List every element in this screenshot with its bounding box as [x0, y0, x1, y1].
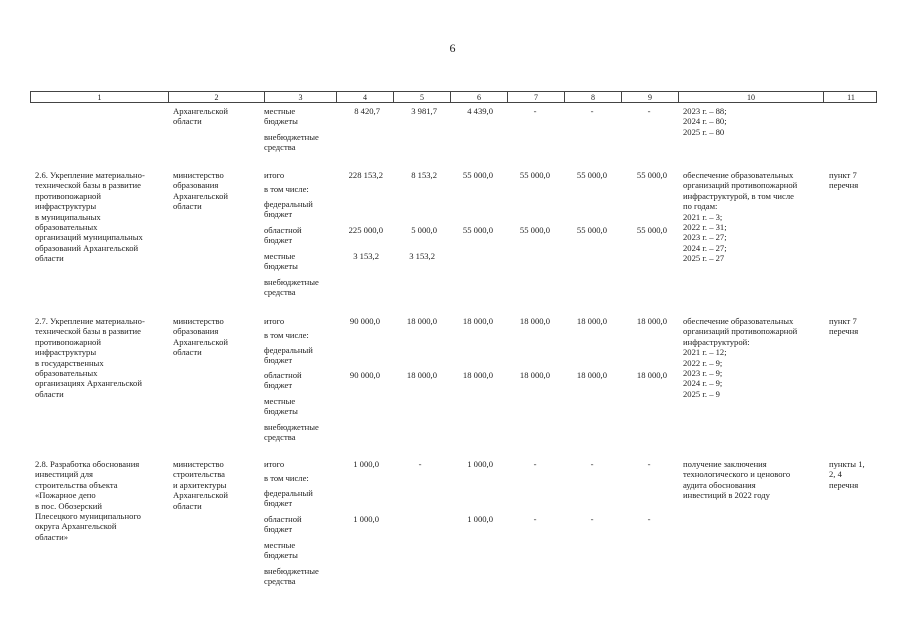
row-2-6-oblast-2025: 55 000,0	[636, 225, 667, 235]
row-2-6-local-all: 3 153,2	[353, 251, 379, 261]
cont-source-local: местные бюджеты	[264, 106, 298, 127]
header-col-4: 4	[363, 93, 367, 102]
row-2-6-local-2021: 3 153,2	[409, 251, 435, 261]
row-2-6-responsible: министерство образования Архангельской области	[173, 170, 228, 212]
cont-source-offbudget: внебюджетные средства	[264, 132, 319, 153]
row-2-7-source-total: итого	[264, 316, 285, 326]
row-2-8-total-2025: -	[647, 459, 651, 469]
header-col-8: 8	[591, 93, 595, 102]
cont-result: 2023 г. – 88; 2024 г. – 80; 2025 г. – 80	[683, 106, 727, 137]
header-col-3: 3	[298, 93, 303, 102]
row-2-7-oblast-2025: 18 000,0	[636, 370, 667, 380]
row-2-8-source-offbudget: внебюджетные средства	[264, 566, 319, 587]
row-2-8-measure: 2.8. Разработка обоснования инвестиций для строительства объекта «Пожарное депо в пос. Обозерский Плесецкого муниципального округа Архангельской области»	[35, 459, 141, 542]
cont-value-2021: 3 981,7	[411, 106, 437, 116]
header-col-10: 10	[747, 93, 755, 102]
row-2-7-total-all: 90 000,0	[349, 316, 380, 326]
row-2-8-oblast-all: 1 000,0	[353, 514, 379, 524]
cont-value-total: 8 420,7	[354, 106, 380, 116]
row-2-8-oblast-2024: -	[590, 514, 594, 524]
row-2-8-reference: пункты 1, 2, 4 перечня	[829, 459, 865, 490]
row-2-6-source-local: местные бюджеты	[264, 251, 298, 272]
row-2-6-oblast-all: 225 000,0	[348, 225, 383, 235]
row-2-7-oblast-2023: 18 000,0	[519, 370, 550, 380]
row-2-7-source-incl: в том числе:	[264, 330, 309, 340]
row-2-7-total-2022: 18 000,0	[462, 316, 493, 326]
row-2-7-oblast-2022: 18 000,0	[462, 370, 493, 380]
header-col-1: 1	[97, 93, 102, 102]
row-2-8-oblast-2022: 1 000,0	[467, 514, 493, 524]
row-2-8-total-2022: 1 000,0	[467, 459, 493, 469]
row-2-6-oblast-2024: 55 000,0	[576, 225, 607, 235]
cont-value-2025: -	[647, 106, 651, 116]
row-2-8-oblast-2023: -	[533, 514, 537, 524]
cont-value-2022: 4 439,0	[467, 106, 493, 116]
row-2-7-oblast-2024: 18 000,0	[576, 370, 607, 380]
row-2-7-total-2023: 18 000,0	[519, 316, 550, 326]
row-2-7-source-offbudget: внебюджетные средства	[264, 422, 319, 443]
row-2-6-source-offbudget: внебюджетные средства	[264, 277, 319, 298]
row-2-7-measure: 2.7. Укрепление материально- технической базы в развитие противопожарной инфраструктуры в государственных образовательных организациях Архангельской области	[35, 316, 145, 399]
row-2-7-result: обеспечение образовательных организаций противопожарной инфраструктурой: 2021 г. – 12; 2022 г. – 9; 2023 г. – 9; 2024 г. – 9; 2025 г. – 9	[683, 316, 798, 399]
row-2-8-source-incl: в том числе:	[264, 473, 309, 483]
row-2-8-source-total: итого	[264, 459, 285, 469]
row-2-6-total-2021: 8 153,2	[411, 170, 437, 180]
row-2-8-oblast-2025: -	[647, 514, 651, 524]
header-col-9: 9	[648, 93, 652, 102]
row-2-6-total-2022: 55 000,0	[462, 170, 493, 180]
row-2-6-measure: 2.6. Укрепление материально- технической базы в развитие противопожарной инфраструктуры в муниципальных образовательных организаций муниципальных образований Архангельской области	[35, 170, 145, 264]
row-2-8-source-federal: федеральный бюджет	[264, 488, 313, 509]
row-2-6-source-incl: в том числе:	[264, 184, 309, 194]
row-2-6-oblast-2022: 55 000,0	[462, 225, 493, 235]
row-2-8-source-local: местные бюджеты	[264, 540, 298, 561]
row-2-8-result: получение заключения технологического и ценового аудита обоснования инвестиций в 2022 году	[683, 459, 791, 501]
cont-value-2023: -	[533, 106, 537, 116]
row-2-6-source-total: итого	[264, 170, 285, 180]
row-2-6-oblast-2023: 55 000,0	[519, 225, 550, 235]
row-2-8-responsible: министерство строительства и архитектуры Архангельской области	[173, 459, 228, 511]
header-col-11: 11	[847, 93, 855, 102]
row-2-8-total-2021: -	[418, 459, 422, 469]
row-2-6-result: обеспечение образовательных организаций противопожарной инфраструктурой, в том числе по годам: 2021 г. – 3; 2022 г. – 31; 2023 г. – 27; 2024 г. – 27; 2025 г. – 27	[683, 170, 798, 264]
row-2-7-source-oblast: областной бюджет	[264, 370, 302, 391]
table-header-row	[30, 91, 877, 103]
row-2-8-total-2023: -	[533, 459, 537, 469]
row-2-8-total-all: 1 000,0	[353, 459, 379, 469]
row-2-7-oblast-all: 90 000,0	[349, 370, 380, 380]
cont-value-2024: -	[590, 106, 594, 116]
page-number: 6	[449, 41, 456, 55]
header-col-7: 7	[534, 93, 538, 102]
row-2-6-total-2025: 55 000,0	[636, 170, 667, 180]
row-2-6-source-oblast: областной бюджет	[264, 225, 302, 246]
row-2-7-total-2021: 18 000,0	[406, 316, 437, 326]
row-2-6-source-federal: федеральный бюджет	[264, 199, 313, 220]
row-2-8-source-oblast: областной бюджет	[264, 514, 302, 535]
row-2-7-total-2024: 18 000,0	[576, 316, 607, 326]
cont-responsible: Архангельской области	[173, 106, 228, 127]
row-2-7-source-federal: федеральный бюджет	[264, 345, 313, 366]
row-2-7-total-2025: 18 000,0	[636, 316, 667, 326]
row-2-6-total-2023: 55 000,0	[519, 170, 550, 180]
header-col-6: 6	[477, 93, 481, 102]
header-col-5: 5	[420, 93, 424, 102]
row-2-8-total-2024: -	[590, 459, 594, 469]
row-2-6-total-all: 228 153,2	[348, 170, 383, 180]
row-2-7-responsible: министерство образования Архангельской области	[173, 316, 228, 358]
row-2-7-source-local: местные бюджеты	[264, 396, 298, 417]
row-2-6-oblast-2021: 5 000,0	[411, 225, 437, 235]
row-2-6-total-2024: 55 000,0	[576, 170, 607, 180]
row-2-7-reference: пункт 7 перечня	[829, 316, 859, 337]
header-col-2: 2	[214, 93, 219, 102]
row-2-6-reference: пункт 7 перечня	[829, 170, 859, 191]
row-2-7-oblast-2021: 18 000,0	[406, 370, 437, 380]
